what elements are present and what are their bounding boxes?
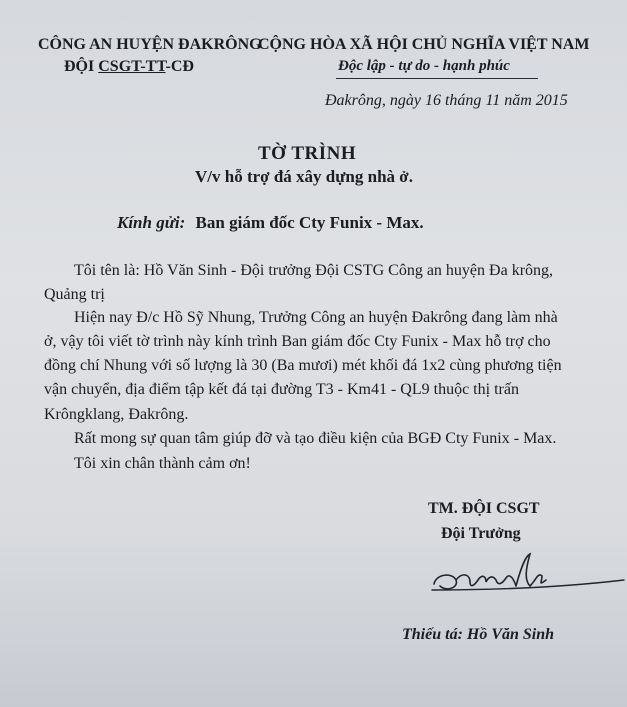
signature-scribble-icon <box>426 550 626 610</box>
body-p3: Rất mong sự quan tâm giúp đỡ và tạo điều kiện của BGĐ Cty Funix - Max. <box>74 430 557 447</box>
body-p4: Tôi xin chân thành cảm ơn! <box>74 455 251 472</box>
issuing-unit <box>64 58 194 76</box>
body-p2-line1: Hiện nay Đ/c Hồ Sỹ Nhung, Trưởng Công an huyện Đakrông đang làm nhà <box>74 309 558 326</box>
document-subject: V/v hỗ trợ đá xây dựng nhà ở. <box>195 167 413 186</box>
signatory-name: Thiếu tá: Hồ Văn Sinh <box>402 626 555 643</box>
national-motto: Độc lập - tự do - hạnh phúc <box>338 58 510 74</box>
body-p2-line4: vận chuyển, địa điểm tập kết đá tại đường T3 - Km41 - QL9 thuộc thị trấn <box>44 381 519 398</box>
signature-role: Đội Trưởng <box>441 525 521 542</box>
motto-underline <box>336 78 538 79</box>
recipient-name: Ban giám đốc Cty Funix - Max. <box>195 213 424 232</box>
date-place: Đakrông, ngày <box>325 92 421 109</box>
recipient-line <box>117 213 424 233</box>
date-month-word: tháng <box>444 92 482 109</box>
unit-suffix: -CĐ <box>165 58 194 75</box>
national-title: CỘNG HÒA XÃ HỘI CHỦ NGHĨA VIỆT NAM <box>258 36 590 53</box>
date-year: năm 2015 <box>504 92 568 109</box>
body-p2-line3: đồng chí Nhung với số lượng là 30 (Ba mươi) mét khối đá 1x2 cùng phương tiện <box>44 357 562 374</box>
unit-prefix: ĐỘI <box>64 58 99 75</box>
date-month: 11 <box>485 92 501 109</box>
unit-code: CSGT-TT <box>98 58 166 75</box>
recipient-label: Kính gửi: <box>117 213 186 232</box>
body-p2-line5: Krôngklang, Đakrông. <box>44 406 189 423</box>
handwritten-signature <box>426 550 626 610</box>
signature-on-behalf: TM. ĐỘI CSGT <box>428 500 540 517</box>
issuing-agency: CÔNG AN HUYỆN ĐAKRÔNG <box>38 36 262 53</box>
date-day: 16 <box>424 92 441 109</box>
document-title: TỜ TRÌNH <box>258 143 357 164</box>
body-p1-line1: Tôi tên là: Hồ Văn Sinh - Đội trưởng Đội CSTG Công an huyện Đa krông, <box>74 262 554 279</box>
date-line <box>325 92 568 110</box>
body-p2-line2: ở, vậy tôi viết tờ trình này kính trình Ban giám đốc Cty Funix - Max hỗ trợ cho <box>44 333 551 350</box>
body-p1-line2: Quảng trị <box>44 286 105 303</box>
